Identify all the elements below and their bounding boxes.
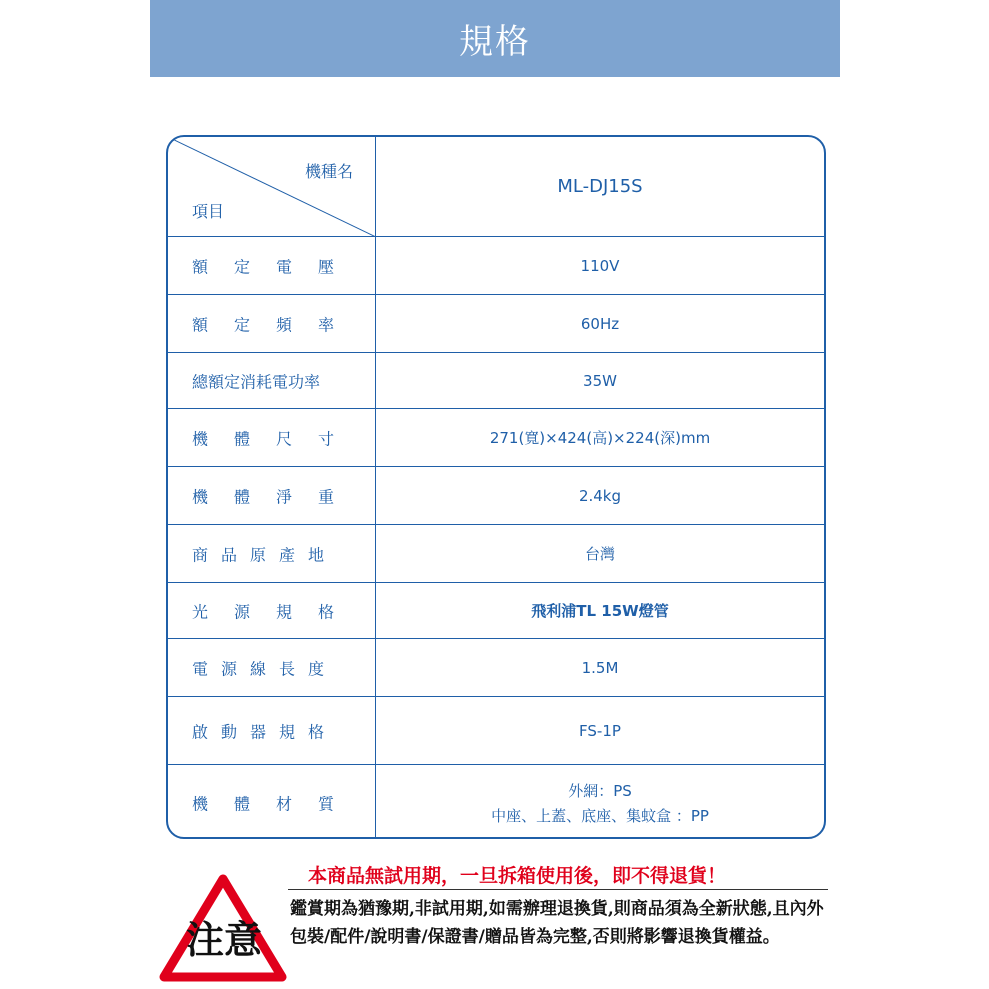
row-label: 啟動器規格: [192, 722, 338, 741]
warning-label: 注意: [185, 917, 262, 962]
header-model-cell: [376, 137, 824, 236]
row-label: 商品原產地: [192, 545, 338, 564]
row-value-cell: [376, 525, 824, 582]
spec-table: [166, 135, 826, 839]
row-label-cell: [168, 583, 376, 638]
page-title: 規格: [459, 22, 531, 62]
row-value-cell: [376, 765, 824, 839]
row-label-cell: [168, 765, 376, 839]
row-label-cell: [168, 409, 376, 466]
row-label-cell: [168, 295, 376, 352]
row-value-cell: [376, 697, 824, 764]
row-value-cell: [376, 353, 824, 408]
row-label: 總額定消耗電功率: [192, 372, 321, 391]
header-item-label: 項目: [192, 202, 225, 221]
row-label-cell: [168, 467, 376, 524]
notice-headline: 本商品無試用期，一旦拆箱使用後，即不得退貨！: [308, 865, 727, 887]
row-value: 飛利浦TL 15W燈管: [531, 602, 669, 620]
row-value: 2.4kg: [578, 486, 622, 505]
material-line-1: 外網：PS: [568, 782, 632, 800]
row-label: 光源規格: [192, 602, 361, 621]
header-model-label: 機種名: [304, 162, 353, 181]
row-label-cell: [168, 525, 376, 582]
table-row: [168, 409, 824, 467]
row-label-cell: [168, 237, 376, 294]
row-label-cell: [168, 353, 376, 408]
model-number: ML-DJ15S: [557, 176, 643, 197]
row-label: 額定電壓: [192, 257, 361, 276]
table-row: [168, 765, 824, 839]
row-value-cell: [376, 639, 824, 696]
row-label: 額定頻率: [192, 315, 361, 334]
table-row: [168, 295, 824, 353]
row-value: 60Hz: [580, 314, 620, 333]
table-row: [168, 467, 824, 525]
row-value: 1.5M: [581, 658, 619, 677]
notice-body: 鑑賞期為猶豫期,非試用期,如需辦理退換貨,則商品須為全新狀態,且內外包裝/配件/說明書/保證書/贈品皆為完整,否則將影響退換貨權益。: [290, 899, 824, 947]
row-label: 機體淨重: [192, 487, 361, 506]
table-row: [168, 525, 824, 583]
headline-divider: [288, 889, 828, 890]
row-value: 台灣: [584, 545, 615, 563]
row-value-cell: [376, 237, 824, 294]
spec-banner: [150, 0, 840, 77]
row-value-cell: [376, 467, 824, 524]
row-value: 110V: [580, 256, 620, 275]
row-label: 電源線長度: [192, 659, 338, 678]
table-row: [168, 583, 824, 639]
material-line-2: 中座、上蓋、底座、集蚊盒 ：PP: [491, 807, 709, 825]
table-header-row: [168, 137, 824, 237]
row-value-cell: [376, 409, 824, 466]
row-value: 271(寬)×424(高)×224(深)mm: [489, 429, 711, 447]
table-row: [168, 237, 824, 295]
row-value-cell: [376, 583, 824, 638]
header-corner-cell: [168, 137, 376, 236]
row-label: 機體材質: [192, 794, 361, 814]
row-value-cell: [376, 295, 824, 352]
return-policy-notice: [158, 855, 838, 985]
table-row: [168, 639, 824, 697]
row-label-cell: [168, 697, 376, 764]
diagonal-divider: [168, 137, 376, 237]
row-label-cell: [168, 639, 376, 696]
row-label: 機體尺寸: [192, 429, 361, 448]
row-value: 35W: [583, 371, 617, 390]
row-value: FS-1P: [579, 721, 621, 740]
table-row: [168, 697, 824, 765]
table-row: [168, 353, 824, 409]
